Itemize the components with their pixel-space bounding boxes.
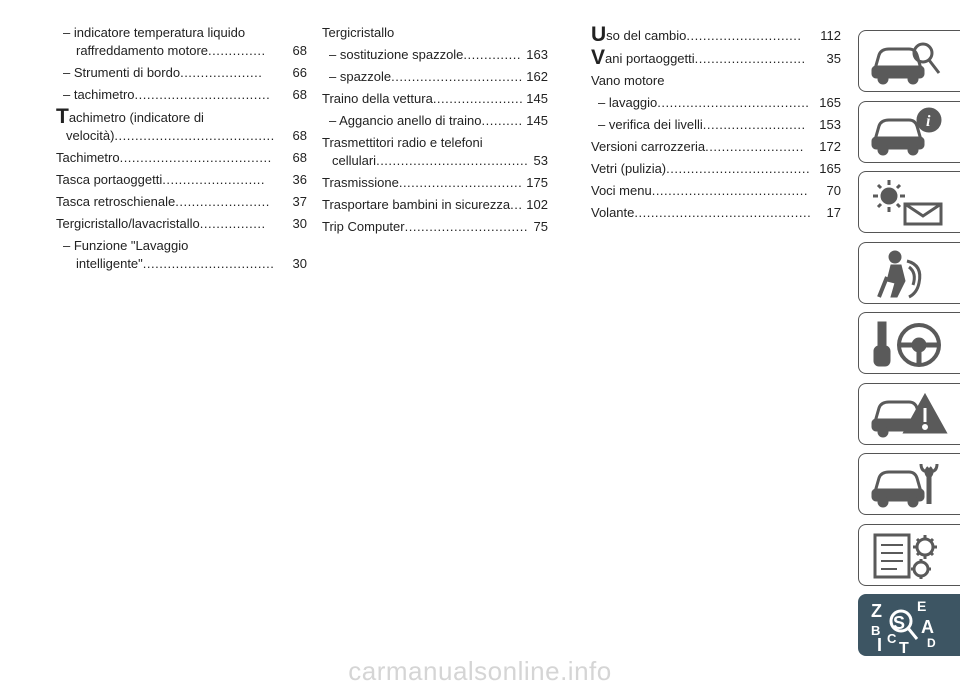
index-letters-icon [869, 599, 949, 653]
index-group-heading: Vano motore [591, 73, 665, 88]
index-entry-label [63, 24, 289, 60]
index-entry-text: – indicatore temperatura liquido [63, 25, 246, 40]
index-subentry[interactable] [591, 116, 841, 134]
page-number: 30 [292, 256, 307, 271]
index-entry[interactable] [56, 193, 307, 211]
page-number: 175 [526, 175, 548, 190]
index-subentry[interactable] [56, 86, 307, 104]
index-entry-label [56, 105, 289, 145]
index-entry-text: Tasca portaoggetti [56, 172, 163, 187]
page-number: 145 [526, 91, 548, 106]
car-magnifier-icon [869, 35, 949, 89]
index-entry[interactable] [591, 138, 841, 156]
index-entry[interactable] [56, 105, 307, 145]
index-entry[interactable] [322, 196, 548, 214]
index-subentry[interactable] [322, 112, 548, 130]
index-subentry[interactable] [56, 24, 307, 60]
index-entry-text: Tasca retroschienale [56, 194, 176, 209]
index-entry-label [591, 138, 815, 156]
page-number: 112 [820, 28, 841, 43]
page-number: 75 [533, 219, 548, 234]
index-entry-text: – spazzole [329, 69, 392, 84]
index-group-heading: Tergicristallo [322, 25, 395, 40]
index-entry-label [598, 94, 815, 112]
index-column-2 [322, 24, 548, 240]
leader-dots: ................................ [391, 69, 523, 84]
index-entry-text: Volante [591, 205, 635, 220]
leader-dots: ............................ [686, 28, 802, 43]
index-entry[interactable] [56, 149, 307, 167]
index-entry-label [56, 171, 289, 189]
index-entry[interactable] [322, 90, 548, 108]
index-entry-text: cellulari [332, 153, 377, 168]
index-column-3 [591, 24, 841, 226]
page-number: 35 [826, 51, 841, 66]
leader-dots: .............................. [404, 219, 528, 234]
index-entry-text: raffreddamento motore [76, 43, 208, 58]
index-entry-text: ani portaoggetti [605, 51, 695, 66]
index-entry-label [56, 215, 289, 233]
index-entry-label [329, 112, 522, 130]
watermark: carmanualsonline.info [348, 656, 612, 686]
index-column-1 [56, 24, 307, 277]
page-number: 17 [826, 205, 841, 220]
index-letter: D [927, 636, 936, 650]
index-entry-label [322, 174, 522, 192]
index-entry-label [329, 68, 522, 86]
car-wrench-icon [869, 458, 949, 512]
index-letter: E [917, 599, 927, 614]
index-entry-text: Trasmettitori radio e telefoni [322, 135, 483, 150]
leader-dots: .................... [180, 65, 263, 80]
index-entry-text: – lavaggio [598, 95, 658, 110]
index-letter: Z [871, 601, 882, 621]
index-letter: I [877, 635, 883, 653]
index-entry-label [322, 218, 530, 236]
index-entry[interactable] [591, 160, 841, 178]
page-number: 102 [526, 197, 548, 212]
index-entry-text: Voci menu [591, 183, 652, 198]
chapter-tab-warning-lights[interactable] [858, 171, 960, 233]
index-entry-label [63, 64, 289, 82]
index-subentry[interactable] [56, 64, 307, 82]
key-steering-wheel-icon [869, 317, 949, 371]
index-subentry[interactable] [322, 46, 548, 64]
index-entry[interactable] [591, 23, 841, 46]
index-entry-label [63, 237, 289, 273]
index-entry-text: Trasportare bambini in sicurezza [322, 197, 511, 212]
index-letter: C [887, 631, 897, 646]
index-subentry[interactable] [56, 237, 307, 273]
specs-gear-icon [869, 529, 949, 583]
index-subentry[interactable] [591, 94, 841, 112]
leader-dots: ........................... [694, 51, 806, 66]
leader-dots: ......................... [162, 172, 266, 187]
chapter-tab-knowing[interactable] [858, 101, 960, 163]
index-entry[interactable] [56, 215, 307, 233]
index-letter-initial: T [56, 105, 69, 128]
page-number: 68 [292, 87, 307, 102]
chapter-tab-emergency[interactable] [858, 383, 960, 445]
car-info-icon [869, 106, 949, 160]
leader-dots: ........................ [705, 139, 804, 154]
page-number: 145 [526, 113, 548, 128]
index-entry-text: achimetro (indicatore di [68, 110, 204, 125]
page-number: 68 [292, 150, 307, 165]
index-letter-initial: U [591, 23, 607, 46]
index-entry-label [322, 90, 522, 108]
index-entry-label [591, 204, 823, 222]
index-entry[interactable] [591, 204, 841, 222]
index-entry[interactable] [322, 174, 548, 192]
page-number: 165 [819, 161, 841, 176]
index-entry-text: Trasmissione [322, 175, 399, 190]
index-entry-text: Versioni carrozzeria [591, 139, 706, 154]
leader-dots: ......................... [702, 117, 806, 132]
index-entry-label [329, 46, 522, 64]
leader-dots: ................ [199, 216, 266, 231]
chapter-tab-bar [858, 30, 960, 665]
page-number: 70 [826, 183, 841, 198]
index-entry-text: – tachimetro [63, 87, 135, 102]
page-number: 172 [819, 139, 841, 154]
index-entry[interactable] [322, 134, 548, 170]
leader-dots: ..................................... [376, 153, 529, 168]
index-entry[interactable] [56, 171, 307, 189]
index-entry-text: so del cambio [606, 28, 687, 43]
index-entry-text: – Strumenti di bordo [63, 65, 181, 80]
index-entry[interactable] [591, 182, 841, 200]
index-entry-label [56, 149, 289, 167]
index-entry-label [63, 86, 289, 104]
page-number: 37 [292, 194, 307, 209]
chapter-tab-index[interactable] [858, 594, 960, 656]
chapter-tab-starting[interactable] [858, 312, 960, 374]
page-number: 163 [526, 47, 548, 62]
leader-dots: ........................................... [634, 205, 812, 220]
page-number: 66 [292, 65, 307, 80]
chapter-tab-safety[interactable] [858, 242, 960, 304]
index-entry[interactable] [322, 218, 548, 236]
page-number: 68 [292, 43, 307, 58]
leader-dots: .............. [208, 43, 266, 58]
airbag-passenger-icon [869, 247, 949, 301]
index-entry-label [322, 196, 522, 214]
leader-dots: ................................... [666, 161, 811, 176]
chapter-tab-dashboard[interactable] [858, 30, 960, 92]
index-entry[interactable] [591, 46, 841, 69]
leader-dots: ....................................... [114, 128, 275, 143]
index-entry-label [322, 134, 530, 170]
index-entry-label [591, 160, 815, 178]
chapter-tab-maintenance[interactable] [858, 453, 960, 515]
index-entry-text: Trip Computer [322, 219, 405, 234]
page-number: 162 [526, 69, 548, 84]
svg-text:i: i [926, 112, 931, 130]
index-letter-initial: V [591, 46, 606, 69]
index-entry-text: – sostituzione spazzole [329, 47, 464, 62]
leader-dots: ... [510, 197, 523, 212]
index-entry-text: velocità) [66, 128, 115, 143]
page-number: 36 [292, 172, 307, 187]
index-subentry[interactable] [322, 68, 548, 86]
index-entry-text: intelligente" [76, 256, 143, 271]
index-letter: B [871, 623, 881, 638]
page-number: 68 [292, 128, 307, 143]
index-entry-label [598, 116, 815, 134]
leader-dots: ..................................... [119, 150, 272, 165]
car-emergency-icon [869, 388, 949, 442]
leader-dots: .......... [481, 113, 523, 128]
index-entry-text: – Aggancio anello di traino [329, 113, 482, 128]
chapter-tab-specs[interactable] [858, 524, 960, 586]
index-entry-text: – verifica dei livelli [598, 117, 703, 132]
index-entry-label [56, 193, 289, 211]
page-number: 30 [292, 216, 307, 231]
leader-dots: .............. [463, 47, 521, 62]
page-number: 165 [819, 95, 841, 110]
leader-dots: ................................ [142, 256, 275, 271]
leader-dots: ...................... [432, 91, 524, 106]
warning-light-icon [869, 176, 949, 230]
index-entry-text: – Funzione "Lavaggio [63, 238, 189, 253]
index-letter: S [893, 613, 906, 633]
leader-dots: ................................. [134, 87, 271, 102]
leader-dots: .............................. [398, 175, 523, 190]
index-entry-label [591, 46, 823, 69]
leader-dots: ....................... [175, 194, 270, 209]
index-letter: A [921, 617, 934, 637]
leader-dots: ..................................... [657, 95, 810, 110]
page-number: 153 [819, 117, 841, 132]
index-entry-text: Vetri (pulizia) [591, 161, 667, 176]
page-number: 53 [533, 153, 548, 168]
index-entry-label [591, 23, 816, 46]
index-entry-label [591, 182, 823, 200]
leader-dots: ...................................... [651, 183, 808, 198]
index-entry-text: Traino della vettura [322, 91, 433, 106]
index-letter: T [899, 640, 909, 653]
index-entry-text: Tachimetro [56, 150, 120, 165]
index-entry-text: Tergicristallo/lavacristallo [56, 216, 200, 231]
